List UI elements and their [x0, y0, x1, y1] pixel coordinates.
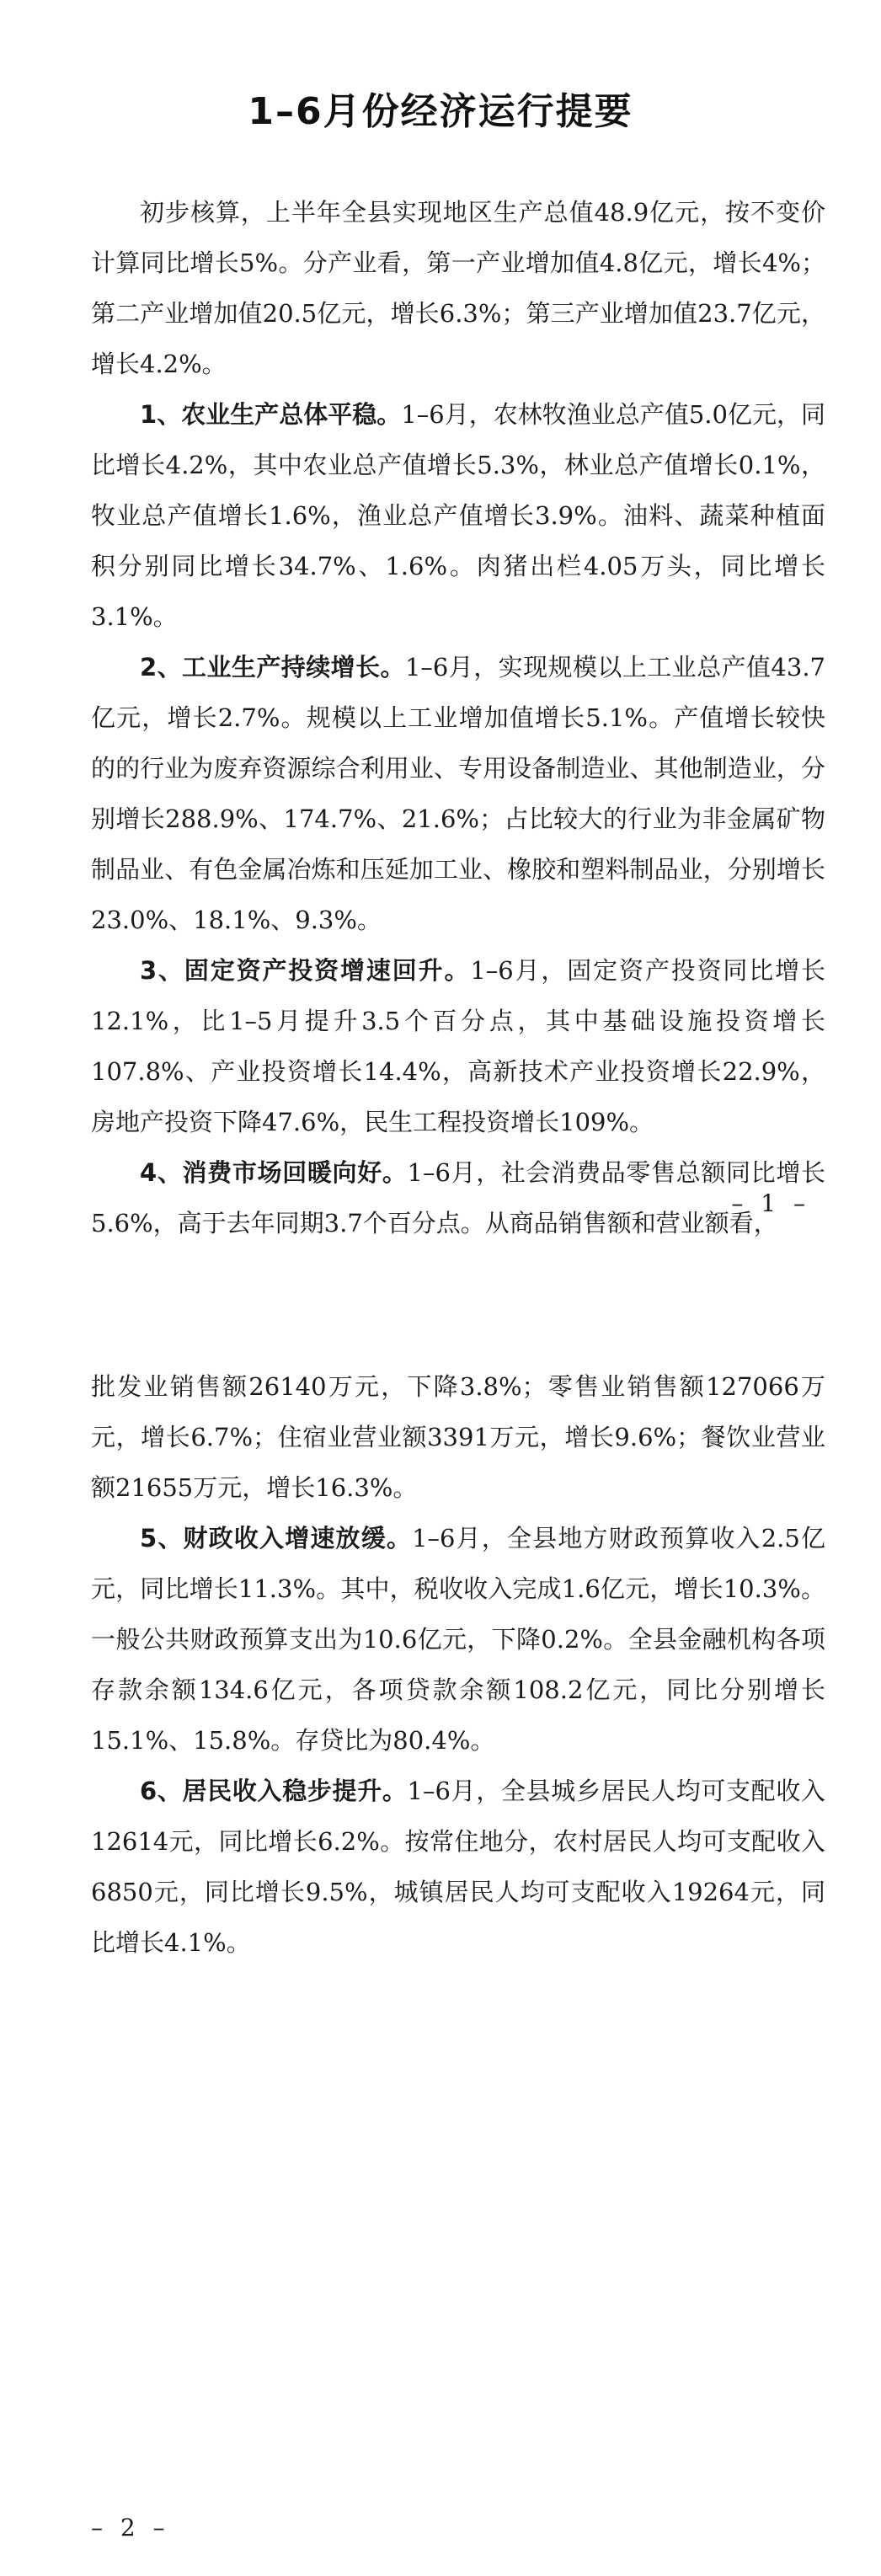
- page-2: [0, 1264, 881, 2576]
- page-1: [0, 0, 881, 1264]
- section-heading: 3、固定资产投资增速回升。: [140, 956, 471, 985]
- paragraph-industry: [91, 642, 825, 945]
- paragraph-income: [91, 1766, 825, 1968]
- paragraph-text: 1–6月，社会消费品零售总额同比增长5.6%，高于去年同期3.7个百分点。从商品销售额和营业额看，: [91, 1158, 825, 1237]
- paragraph-text: 初步核算，上半年全县实现地区生产总值48.9亿元，按不变价计算同比增长5%。分产业看，第一产业增加值4.8亿元，增长4%；第二产业增加值20.5亿元，增长6.3%；第三产业增加值23.7亿元，增长4.2%。: [91, 198, 825, 378]
- paragraph-text: 1–6月，固定资产投资同比增长12.1%，比1–5月提升3.5个百分点，其中基础设施投资增长107.8%、产业投资增长14.4%，高新技术产业投资增长22.9%，房地产投资下降47.6%，民生工程投资增长109%。: [91, 956, 825, 1136]
- paragraph-summary: [91, 187, 825, 389]
- section-heading: 4、消费市场回暖向好。: [140, 1158, 408, 1187]
- page-title: 1–6月份经济运行提要: [248, 90, 633, 133]
- paragraph-investment: [91, 945, 825, 1147]
- section-heading: 2、工业生产持续增长。: [140, 653, 405, 681]
- paragraph-finance: [91, 1513, 825, 1766]
- page-1-body: [91, 187, 825, 1248]
- paragraph-agriculture: [91, 389, 825, 642]
- section-heading: 1、农业生产总体平稳。: [140, 400, 402, 429]
- section-heading: 6、居民收入稳步提升。: [140, 1777, 408, 1805]
- paragraph-text: 1–6月，全县城乡居民人均可支配收入12614元，同比增长6.2%。按常住地分，农村居民人均可支配收入6850元，同比增长9.5%，城镇居民人均可支配收入19264元，同比增长4.1%。: [91, 1777, 825, 1957]
- page-2-body: [91, 1361, 825, 1968]
- paragraph-text: 1–6月，农林牧渔业总产值5.0亿元，同比增长4.2%，其中农业总产值增长5.3%，林业总产值增长0.1%，牧业总产值增长1.6%，渔业总产值增长3.9%。油料、蔬菜种植面积分别同比增长34.7%、1.6%。肉猪出栏4.05万头，同比增长3.1%。: [91, 400, 825, 631]
- paragraph-text: 批发业销售额26140万元，下降3.8%；零售业销售额127066万元，增长6.7%；住宿业营业额3391万元，增长9.6%；餐饮业营业额21655万元，增长16.3%。: [91, 1372, 825, 1502]
- paragraph-consumption-continued: [91, 1361, 825, 1513]
- section-heading: 5、财政收入增速放缓。: [140, 1524, 413, 1553]
- paragraph-text: 1–6月，全县地方财政预算收入2.5亿元，同比增长11.3%。其中，税收收入完成1.6亿元，增长10.3%。一般公共财政预算支出为10.6亿元，下降0.2%。全县金融机构各项存款余额134.6亿元，各项贷款余额108.2亿元，同比分别增长15.1%、15.8%。存贷比为80.4%。: [91, 1524, 825, 1755]
- page-number: – 1 –: [731, 1189, 810, 1217]
- paragraph-consumption: [91, 1147, 825, 1248]
- page-number: – 2 –: [91, 2514, 170, 2541]
- paragraph-text: 1–6月，实现规模以上工业总产值43.7亿元，增长2.7%。规模以上工业增加值增长5.1%。产值增长较快的的行业为废弃资源综合利用业、专用设备制造业、其他制造业，分别增长288.9%、174.7%、21.6%；占比较大的行业为非金属矿物制品业、有色金属冶炼和压延加工业、橡胶和塑料制品业，分别增长23.0%、18.1%、9.3%。: [91, 653, 825, 934]
